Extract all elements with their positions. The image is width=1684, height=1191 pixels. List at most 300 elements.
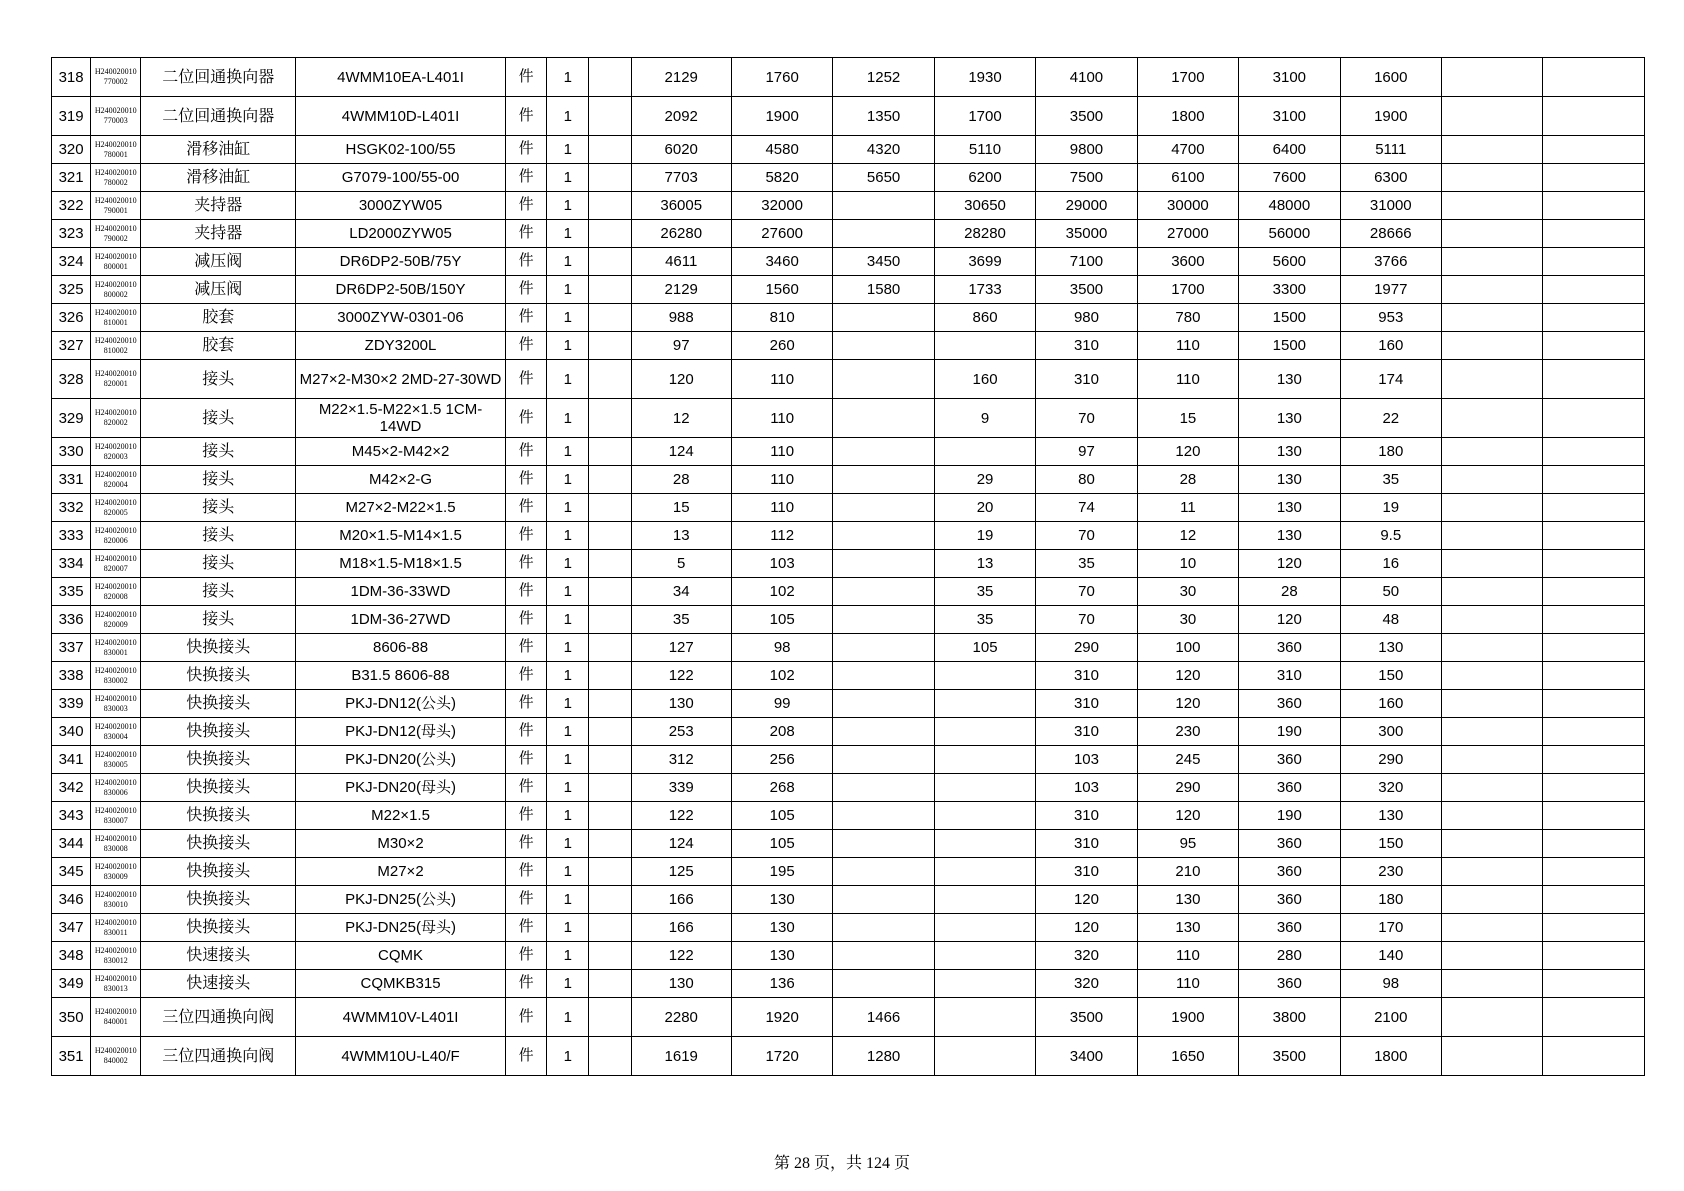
blank-cell: [589, 399, 631, 438]
price-2: 5820: [731, 164, 832, 192]
item-unit: 件: [505, 304, 546, 332]
extra-cell: [1543, 550, 1645, 578]
item-name: 胶套: [141, 304, 296, 332]
item-name: 快换接头: [141, 718, 296, 746]
price-3: [833, 192, 934, 220]
price-5: 9800: [1036, 136, 1137, 164]
row-number: 322: [52, 192, 91, 220]
price-5: 120: [1036, 886, 1137, 914]
price-2: 27600: [731, 220, 832, 248]
row-number: 331: [52, 466, 91, 494]
item-code: H240020010770003: [91, 97, 141, 136]
price-8: 48: [1340, 606, 1441, 634]
item-unit: 件: [505, 942, 546, 970]
price-5: 103: [1036, 774, 1137, 802]
blank-cell: [589, 360, 631, 399]
price-6: 6100: [1137, 164, 1238, 192]
blank-cell: [589, 802, 631, 830]
price-1: 166: [631, 914, 731, 942]
item-unit: 件: [505, 466, 546, 494]
extra-cell: [1543, 248, 1645, 276]
price-7: 360: [1239, 970, 1340, 998]
blank-cell: [589, 276, 631, 304]
price-7: 360: [1239, 914, 1340, 942]
item-unit: 件: [505, 276, 546, 304]
price-7: 360: [1239, 690, 1340, 718]
price-2: 105: [731, 802, 832, 830]
remark-cell: [1442, 970, 1543, 998]
price-2: 1560: [731, 276, 832, 304]
price-8: 2100: [1340, 998, 1441, 1037]
price-3: 3450: [833, 248, 934, 276]
price-7: 120: [1239, 550, 1340, 578]
item-unit: 件: [505, 58, 546, 97]
price-3: [833, 578, 934, 606]
item-quantity: 1: [547, 466, 589, 494]
price-3: [833, 858, 934, 886]
row-number: 327: [52, 332, 91, 360]
price-6: 1900: [1137, 998, 1238, 1037]
table-row: [52, 690, 1645, 718]
price-1: 1619: [631, 1037, 731, 1076]
price-8: 150: [1340, 830, 1441, 858]
item-code: H240020010800001: [91, 248, 141, 276]
price-5: 290: [1036, 634, 1137, 662]
price-6: 1650: [1137, 1037, 1238, 1076]
blank-cell: [589, 690, 631, 718]
price-7: 48000: [1239, 192, 1340, 220]
row-number: 320: [52, 136, 91, 164]
item-name: 快换接头: [141, 634, 296, 662]
item-spec: M22×1.5-M22×1.5 1CM-14WD: [296, 399, 506, 438]
item-code: H240020010820007: [91, 550, 141, 578]
item-quantity: 1: [547, 746, 589, 774]
price-3: [833, 970, 934, 998]
extra-cell: [1543, 578, 1645, 606]
price-8: 19: [1340, 494, 1441, 522]
price-4: 160: [934, 360, 1035, 399]
item-code: H240020010830009: [91, 858, 141, 886]
item-unit: 件: [505, 550, 546, 578]
item-code: H240020010830005: [91, 746, 141, 774]
price-5: 310: [1036, 332, 1137, 360]
blank-cell: [589, 97, 631, 136]
item-unit: 件: [505, 830, 546, 858]
item-unit: 件: [505, 746, 546, 774]
item-spec: DR6DP2-50B/150Y: [296, 276, 506, 304]
item-unit: 件: [505, 662, 546, 690]
price-2: 130: [731, 914, 832, 942]
price-8: 953: [1340, 304, 1441, 332]
price-2: 3460: [731, 248, 832, 276]
price-3: [833, 774, 934, 802]
item-name: 接头: [141, 606, 296, 634]
item-spec: PKJ-DN20(母头): [296, 774, 506, 802]
price-4: 13: [934, 550, 1035, 578]
item-name: 快换接头: [141, 774, 296, 802]
price-3: [833, 662, 934, 690]
price-6: 4700: [1137, 136, 1238, 164]
table-row: [52, 220, 1645, 248]
price-7: 3800: [1239, 998, 1340, 1037]
price-3: 1252: [833, 58, 934, 97]
table-row: [52, 522, 1645, 550]
item-quantity: 1: [547, 522, 589, 550]
price-5: 310: [1036, 858, 1137, 886]
blank-cell: [589, 164, 631, 192]
item-name: 快换接头: [141, 914, 296, 942]
price-8: 174: [1340, 360, 1441, 399]
blank-cell: [589, 466, 631, 494]
price-3: 4320: [833, 136, 934, 164]
item-name: 快速接头: [141, 942, 296, 970]
item-quantity: 1: [547, 438, 589, 466]
item-code: H240020010830011: [91, 914, 141, 942]
remark-cell: [1442, 550, 1543, 578]
item-quantity: 1: [547, 550, 589, 578]
price-2: 112: [731, 522, 832, 550]
item-name: 接头: [141, 438, 296, 466]
item-name: 减压阀: [141, 248, 296, 276]
price-6: 120: [1137, 690, 1238, 718]
extra-cell: [1543, 998, 1645, 1037]
price-1: 12: [631, 399, 731, 438]
price-4: 30650: [934, 192, 1035, 220]
price-1: 35: [631, 606, 731, 634]
item-name: 快换接头: [141, 746, 296, 774]
price-7: 28: [1239, 578, 1340, 606]
remark-cell: [1442, 248, 1543, 276]
price-5: 320: [1036, 970, 1137, 998]
price-4: 35: [934, 578, 1035, 606]
extra-cell: [1543, 494, 1645, 522]
table-row: [52, 970, 1645, 998]
row-number: 324: [52, 248, 91, 276]
price-4: 35: [934, 606, 1035, 634]
price-8: 230: [1340, 858, 1441, 886]
remark-cell: [1442, 606, 1543, 634]
row-number: 343: [52, 802, 91, 830]
item-unit: 件: [505, 858, 546, 886]
price-3: [833, 606, 934, 634]
price-5: 70: [1036, 522, 1137, 550]
remark-cell: [1442, 942, 1543, 970]
row-number: 328: [52, 360, 91, 399]
item-code: H240020010790001: [91, 192, 141, 220]
price-7: 6400: [1239, 136, 1340, 164]
price-5: 103: [1036, 746, 1137, 774]
price-6: 95: [1137, 830, 1238, 858]
extra-cell: [1543, 220, 1645, 248]
blank-cell: [589, 718, 631, 746]
price-5: 320: [1036, 942, 1137, 970]
item-code: H240020010830008: [91, 830, 141, 858]
item-spec: M18×1.5-M18×1.5: [296, 550, 506, 578]
item-code: H240020010820004: [91, 466, 141, 494]
extra-cell: [1543, 690, 1645, 718]
item-name: 二位回通换向器: [141, 97, 296, 136]
price-4: [934, 662, 1035, 690]
table-row: [52, 164, 1645, 192]
price-6: 120: [1137, 438, 1238, 466]
item-name: 三位四通换向阀: [141, 998, 296, 1037]
item-quantity: 1: [547, 942, 589, 970]
item-spec: LD2000ZYW05: [296, 220, 506, 248]
blank-cell: [589, 220, 631, 248]
remark-cell: [1442, 304, 1543, 332]
row-number: 351: [52, 1037, 91, 1076]
item-unit: 件: [505, 886, 546, 914]
price-1: 5: [631, 550, 731, 578]
table-row: [52, 136, 1645, 164]
price-8: 1977: [1340, 276, 1441, 304]
row-number: 330: [52, 438, 91, 466]
table-row: [52, 998, 1645, 1037]
price-2: 130: [731, 942, 832, 970]
remark-cell: [1442, 192, 1543, 220]
item-name: 滑移油缸: [141, 164, 296, 192]
item-unit: 件: [505, 802, 546, 830]
price-5: 310: [1036, 690, 1137, 718]
item-spec: PKJ-DN25(母头): [296, 914, 506, 942]
price-6: 120: [1137, 662, 1238, 690]
price-7: 130: [1239, 360, 1340, 399]
item-quantity: 1: [547, 970, 589, 998]
extra-cell: [1543, 662, 1645, 690]
price-6: 110: [1137, 970, 1238, 998]
table-row: [52, 1037, 1645, 1076]
price-2: 130: [731, 886, 832, 914]
item-spec: 3000ZYW-0301-06: [296, 304, 506, 332]
price-1: 2092: [631, 97, 731, 136]
extra-cell: [1543, 970, 1645, 998]
extra-cell: [1543, 858, 1645, 886]
blank-cell: [589, 332, 631, 360]
item-quantity: 1: [547, 662, 589, 690]
price-1: 4611: [631, 248, 731, 276]
table-row: [52, 360, 1645, 399]
price-6: 130: [1137, 886, 1238, 914]
price-6: 230: [1137, 718, 1238, 746]
extra-cell: [1543, 399, 1645, 438]
row-number: 336: [52, 606, 91, 634]
table-row: [52, 718, 1645, 746]
price-4: 9: [934, 399, 1035, 438]
item-spec: M27×2-M22×1.5: [296, 494, 506, 522]
item-unit: 件: [505, 360, 546, 399]
table-row: [52, 914, 1645, 942]
price-8: 50: [1340, 578, 1441, 606]
remark-cell: [1442, 136, 1543, 164]
blank-cell: [589, 774, 631, 802]
price-4: [934, 332, 1035, 360]
price-7: 3100: [1239, 58, 1340, 97]
item-quantity: 1: [547, 690, 589, 718]
item-unit: 件: [505, 914, 546, 942]
price-2: 208: [731, 718, 832, 746]
item-quantity: 1: [547, 494, 589, 522]
row-number: 348: [52, 942, 91, 970]
item-spec: CQMKB315: [296, 970, 506, 998]
price-4: [934, 970, 1035, 998]
price-6: 15: [1137, 399, 1238, 438]
item-quantity: 1: [547, 58, 589, 97]
item-spec: G7079-100/55-00: [296, 164, 506, 192]
item-unit: 件: [505, 718, 546, 746]
price-7: 130: [1239, 438, 1340, 466]
item-code: H240020010840002: [91, 1037, 141, 1076]
item-name: 接头: [141, 399, 296, 438]
item-unit: 件: [505, 97, 546, 136]
item-code: H240020010840001: [91, 998, 141, 1037]
price-2: 1900: [731, 97, 832, 136]
item-spec: 4WMM10EA-L401I: [296, 58, 506, 97]
price-1: 124: [631, 438, 731, 466]
remark-cell: [1442, 1037, 1543, 1076]
item-unit: 件: [505, 192, 546, 220]
item-quantity: 1: [547, 164, 589, 192]
extra-cell: [1543, 360, 1645, 399]
item-code: H240020010790002: [91, 220, 141, 248]
price-2: 810: [731, 304, 832, 332]
price-2: 32000: [731, 192, 832, 220]
price-3: [833, 942, 934, 970]
remark-cell: [1442, 858, 1543, 886]
price-1: 97: [631, 332, 731, 360]
price-7: 280: [1239, 942, 1340, 970]
table-row: [52, 192, 1645, 220]
blank-cell: [589, 522, 631, 550]
extra-cell: [1543, 97, 1645, 136]
price-table: [51, 57, 1645, 1076]
price-8: 5111: [1340, 136, 1441, 164]
price-2: 105: [731, 830, 832, 858]
price-2: 1920: [731, 998, 832, 1037]
price-4: [934, 998, 1035, 1037]
price-6: 1700: [1137, 58, 1238, 97]
price-7: 130: [1239, 399, 1340, 438]
remark-cell: [1442, 494, 1543, 522]
remark-cell: [1442, 914, 1543, 942]
price-6: 1800: [1137, 97, 1238, 136]
item-unit: 件: [505, 248, 546, 276]
item-quantity: 1: [547, 136, 589, 164]
remark-cell: [1442, 466, 1543, 494]
price-8: 320: [1340, 774, 1441, 802]
item-code: H240020010830012: [91, 942, 141, 970]
extra-cell: [1543, 914, 1645, 942]
price-8: 160: [1340, 690, 1441, 718]
item-name: 减压阀: [141, 276, 296, 304]
price-1: 28: [631, 466, 731, 494]
price-4: 29: [934, 466, 1035, 494]
price-6: 30: [1137, 578, 1238, 606]
item-code: H240020010830003: [91, 690, 141, 718]
price-5: 3500: [1036, 998, 1137, 1037]
item-quantity: 1: [547, 802, 589, 830]
item-quantity: 1: [547, 998, 589, 1037]
price-8: 31000: [1340, 192, 1441, 220]
item-code: H240020010820009: [91, 606, 141, 634]
price-7: 3300: [1239, 276, 1340, 304]
price-7: 56000: [1239, 220, 1340, 248]
price-6: 1700: [1137, 276, 1238, 304]
item-name: 接头: [141, 360, 296, 399]
item-unit: 件: [505, 494, 546, 522]
price-7: 360: [1239, 746, 1340, 774]
item-name: 快换接头: [141, 802, 296, 830]
item-code: H240020010830010: [91, 886, 141, 914]
price-4: [934, 1037, 1035, 1076]
price-7: 190: [1239, 802, 1340, 830]
price-1: 130: [631, 970, 731, 998]
item-quantity: 1: [547, 914, 589, 942]
price-4: [934, 438, 1035, 466]
item-code: H240020010820006: [91, 522, 141, 550]
extra-cell: [1543, 136, 1645, 164]
item-spec: M22×1.5: [296, 802, 506, 830]
price-1: 2129: [631, 58, 731, 97]
item-name: 接头: [141, 578, 296, 606]
price-6: 10: [1137, 550, 1238, 578]
item-name: 快换接头: [141, 690, 296, 718]
price-1: 2129: [631, 276, 731, 304]
price-3: [833, 634, 934, 662]
item-code: H240020010830013: [91, 970, 141, 998]
price-7: 7600: [1239, 164, 1340, 192]
blank-cell: [589, 858, 631, 886]
price-4: 1700: [934, 97, 1035, 136]
item-quantity: 1: [547, 304, 589, 332]
row-number: 337: [52, 634, 91, 662]
price-3: [833, 360, 934, 399]
extra-cell: [1543, 304, 1645, 332]
remark-cell: [1442, 998, 1543, 1037]
table-row: [52, 746, 1645, 774]
blank-cell: [589, 886, 631, 914]
remark-cell: [1442, 662, 1543, 690]
table-row: [52, 830, 1645, 858]
price-5: 74: [1036, 494, 1137, 522]
item-name: 接头: [141, 522, 296, 550]
price-1: 166: [631, 886, 731, 914]
price-6: 110: [1137, 332, 1238, 360]
table-row: [52, 634, 1645, 662]
price-5: 97: [1036, 438, 1137, 466]
row-number: 329: [52, 399, 91, 438]
price-2: 110: [731, 494, 832, 522]
price-1: 2280: [631, 998, 731, 1037]
extra-cell: [1543, 276, 1645, 304]
price-1: 26280: [631, 220, 731, 248]
blank-cell: [589, 578, 631, 606]
blank-cell: [589, 830, 631, 858]
price-2: 103: [731, 550, 832, 578]
price-2: 260: [731, 332, 832, 360]
item-name: 快换接头: [141, 858, 296, 886]
remark-cell: [1442, 58, 1543, 97]
extra-cell: [1543, 164, 1645, 192]
price-4: 5110: [934, 136, 1035, 164]
remark-cell: [1442, 718, 1543, 746]
price-8: 160: [1340, 332, 1441, 360]
price-8: 290: [1340, 746, 1441, 774]
price-6: 12: [1137, 522, 1238, 550]
price-7: 360: [1239, 634, 1340, 662]
blank-cell: [589, 998, 631, 1037]
table-row: [52, 942, 1645, 970]
price-3: [833, 304, 934, 332]
